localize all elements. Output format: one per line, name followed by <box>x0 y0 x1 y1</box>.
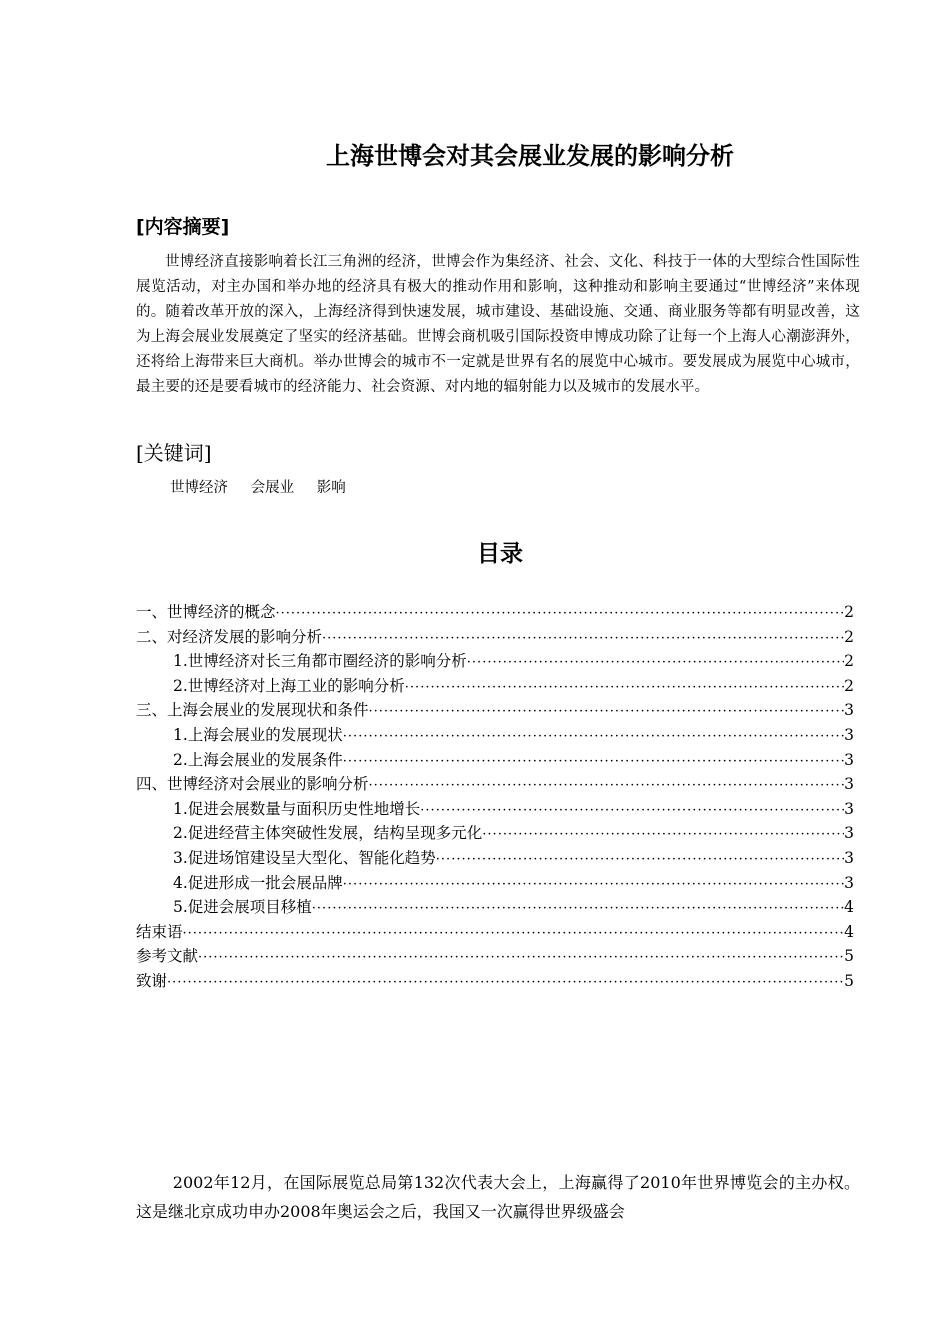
document-title: 上海世博会对其会展业发展的影响分析 <box>326 142 734 170</box>
toc-entry[interactable] <box>136 649 854 674</box>
toc-entry[interactable] <box>136 944 854 969</box>
toc-entry-label: 2.世博经济对上海工业的影响分析 <box>173 676 405 695</box>
toc-leader-dots <box>276 602 845 625</box>
toc-entry[interactable] <box>136 723 854 748</box>
toc-entry-label: 结束语 <box>136 922 183 941</box>
toc-leader-dots <box>343 873 844 896</box>
toc-entry[interactable] <box>136 821 854 846</box>
toc-leader-dots <box>167 971 844 994</box>
toc-leader-dots <box>322 627 844 650</box>
toc-entry-label: 2.促进经营主体突破性发展，结构呈现多元化 <box>173 824 483 843</box>
toc-leader-dots <box>343 725 844 748</box>
keyword: 世博经济 <box>170 480 228 496</box>
toc-entry-page: 2 <box>844 627 854 646</box>
toc-entry[interactable] <box>136 625 854 650</box>
toc-leader-dots <box>312 897 844 920</box>
body-paragraph: 2002年12月，在国际展览总局第132次代表大会上，上海赢得了2010年世界博览会的主办权。这是继北京成功申办2008年奥运会之后，我国又一次赢得世界级盛会 <box>136 1173 860 1221</box>
toc-leader-dots <box>482 823 844 846</box>
toc-entry[interactable] <box>136 846 854 871</box>
toc-entry[interactable] <box>136 698 854 723</box>
toc-entry-label: 1.世博经济对长三角都市圈经济的影响分析 <box>173 652 467 671</box>
toc-entry-page: 2 <box>844 676 854 695</box>
toc-entry-page: 2 <box>844 652 854 671</box>
toc-leader-dots <box>405 676 844 699</box>
toc-entry-label: 1.促进会展数量与面积历史性地增长 <box>173 799 421 818</box>
toc-entry-label: 参考文献 <box>136 947 199 966</box>
toc-entry-label: 3.促进场馆建设呈大型化、智能化趋势 <box>173 848 436 867</box>
toc-leader-dots <box>198 946 844 969</box>
abstract-text: 世博经济直接影响着长江三角洲的经济，世博会作为集经济、社会、文化、科技于一体的大型综合性国际性展览活动，对主办国和举办地的经济具有极大的推动作用和影响，这种推动和影响主要通过“世博经济”来体现的。随着改革开放的深入，上海经济得到快速发展，城市建设、基础设施、交通、商业服务等都有明显改善，这为上海会展业发展奠定了坚实的经济基础。世博会商机吸引国际投资申博成功除了让每一个上海人心潮澎湃外，还将给上海带来巨大商机。举办世博会的城市不一定就是世界有名的展览中心城市。要发展成为展览中心城市，最主要的还是要看城市的经济能力、社会资源、对内地的辐射能力以及城市的发展水平。 <box>136 254 860 395</box>
toc-entry-page: 3 <box>844 824 854 843</box>
toc-entry-page: 3 <box>844 725 854 744</box>
toc-entry[interactable] <box>136 871 854 896</box>
toc-entry-label: 5.促进会展项目移植 <box>173 898 312 917</box>
toc-entry-page: 5 <box>844 971 854 990</box>
toc-leader-dots <box>420 799 844 822</box>
toc-entry-page: 2 <box>844 603 854 621</box>
toc-entry[interactable] <box>136 920 854 945</box>
toc-entry-page: 4 <box>844 922 854 941</box>
toc-leader-dots <box>369 700 845 723</box>
toc-title: 目录 <box>477 541 523 567</box>
toc-entry-label: 致谢 <box>136 971 168 990</box>
toc-entry-page: 3 <box>844 873 854 892</box>
toc-entry-page: 3 <box>844 750 854 769</box>
toc-entry[interactable] <box>136 895 854 920</box>
keywords-heading: [关键词] <box>136 441 212 465</box>
toc-entry[interactable] <box>136 772 854 797</box>
toc-entry-page: 5 <box>844 947 854 966</box>
toc-entry-label: 1.上海会展业的发展现状 <box>173 725 343 744</box>
toc-entry-label: 四、世博经济对会展业的影响分析 <box>136 775 369 794</box>
toc-leader-dots <box>183 922 845 945</box>
toc-entry[interactable] <box>136 969 854 994</box>
toc-entry[interactable] <box>136 674 854 699</box>
toc-entry[interactable] <box>136 600 854 625</box>
toc-entry-page: 3 <box>844 848 854 867</box>
toc-leader-dots <box>369 774 845 797</box>
toc-entry-page: 4 <box>844 898 854 917</box>
toc-entry-label: 三、上海会展业的发展现状和条件 <box>136 701 369 720</box>
toc-entry-label: 2.上海会展业的发展条件 <box>173 750 343 769</box>
toc-entry-page: 3 <box>844 775 854 794</box>
abstract-heading: [内容摘要] <box>136 216 230 238</box>
toc-leader-dots <box>343 750 844 773</box>
keyword: 会展业 <box>250 480 295 496</box>
keyword: 影响 <box>316 480 346 496</box>
toc-entry-label: 一、世博经济的概念 <box>136 603 276 621</box>
toc-entry-label: 4.促进形成一批会展品牌 <box>173 873 343 892</box>
toc-entry-label: 二、对经济发展的影响分析 <box>136 627 323 646</box>
toc-entry-page: 3 <box>844 701 854 720</box>
toc-leader-dots <box>467 651 844 674</box>
keywords-list <box>170 476 364 497</box>
toc-leader-dots <box>436 848 844 871</box>
toc-entry-page: 3 <box>844 799 854 818</box>
table-of-contents <box>136 600 854 994</box>
toc-entry[interactable] <box>136 748 854 773</box>
toc-entry[interactable] <box>136 797 854 822</box>
